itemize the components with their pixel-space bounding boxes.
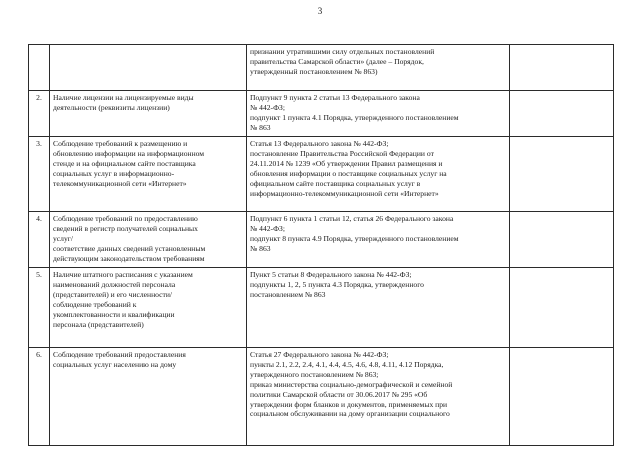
requirement-line: телекоммуникационной сети «Интернет» bbox=[53, 178, 187, 188]
legal-basis-cell bbox=[247, 91, 510, 137]
requirement-line: деятельности (реквизиты лицензии) bbox=[53, 102, 170, 112]
requirement-line: Соблюдение требований по предоставлению bbox=[53, 214, 198, 223]
empty-cell bbox=[510, 268, 614, 348]
legal-basis-cell bbox=[247, 212, 510, 268]
requirement-line: укомплектованности и квалификации bbox=[53, 309, 175, 319]
requirement-line: социальных услуг населению на дому bbox=[53, 359, 177, 369]
row-number: 3. bbox=[29, 137, 50, 212]
legal-basis-line: утвержденного постановлением № 863; bbox=[250, 369, 379, 379]
requirement-line: (представителей) и его численности/ bbox=[53, 289, 173, 299]
legal-basis-line: подпункт 1 пункта 4.1 Порядка, утвержденного постановлением bbox=[250, 112, 459, 122]
requirement-cell bbox=[50, 268, 247, 348]
legal-basis-line: 24.11.2014 № 1239 «Об утверждении Правил размещения и bbox=[250, 158, 443, 168]
legal-basis-line: политики Самарской области от 30.06.2017 № 295 «Об bbox=[250, 389, 428, 399]
legal-basis-line: Статья 27 Федерального закона № 442-ФЗ; bbox=[250, 350, 389, 359]
legal-basis-line: постановление Правительства Российской Федерации от bbox=[250, 148, 434, 158]
legal-basis-line: № 442-ФЗ; bbox=[250, 102, 285, 112]
legal-basis-line: информационно-телекоммуникационной сети «Интернет» bbox=[250, 188, 439, 198]
empty-cell bbox=[510, 348, 614, 446]
empty-cell bbox=[510, 137, 614, 212]
requirement-cell bbox=[50, 348, 247, 446]
table-row bbox=[29, 348, 614, 446]
requirement-line: персонала (представителей) bbox=[53, 319, 144, 329]
legal-basis-cell bbox=[247, 268, 510, 348]
table-body bbox=[29, 45, 614, 446]
page-number: 3 bbox=[317, 6, 323, 16]
requirement-line: Соблюдение требований к размещению и bbox=[53, 139, 188, 148]
requirement-line: действующим законодательством требованиям bbox=[53, 253, 205, 263]
legal-basis-line: социальном обслуживании на дому организации социального bbox=[250, 409, 450, 419]
legal-basis-line: приказ министерства социально-демографической и семейной bbox=[250, 379, 453, 389]
legal-basis-line: утвержденный постановлением № 863) bbox=[250, 66, 378, 76]
row-number: 2. bbox=[29, 91, 50, 137]
row-number bbox=[29, 45, 50, 91]
table-row bbox=[29, 91, 614, 137]
requirement-line: социальных услуг в информационно- bbox=[53, 168, 175, 178]
requirement-cell bbox=[50, 212, 247, 268]
legal-basis-line: Подпункт 9 пункта 2 статьи 13 Федерального закона bbox=[250, 93, 420, 102]
row-number: 6. bbox=[29, 348, 50, 446]
legal-basis-line: подпункты 1, 2, 5 пункта 4.3 Порядка, утвержденного bbox=[250, 279, 424, 289]
table-row bbox=[29, 268, 614, 348]
legal-basis-cell bbox=[247, 45, 510, 91]
legal-basis-line: Статья 13 Федерального закона № 442-ФЗ; bbox=[250, 139, 389, 148]
requirement-cell bbox=[50, 137, 247, 212]
legal-basis-cell bbox=[247, 137, 510, 212]
legal-basis-line: № 863 bbox=[250, 243, 271, 253]
legal-basis-line: обновления информации о поставщике социальных услуг на bbox=[250, 168, 447, 178]
legal-basis-line: признании утратившими силу отдельных постановлений bbox=[250, 47, 435, 56]
legal-basis-line: правительства Самарской области» (далее – Порядок, bbox=[250, 56, 424, 66]
legal-basis-line: официальном сайте поставщика социальных услуг в bbox=[250, 178, 421, 188]
legal-basis-line: № 442-ФЗ; bbox=[250, 223, 285, 233]
legal-basis-line: утверждении форм бланков и документов, применяемых при bbox=[250, 399, 448, 409]
requirement-cell bbox=[50, 45, 247, 91]
requirement-line: соблюдение требований к bbox=[53, 299, 137, 309]
table-row bbox=[29, 212, 614, 268]
row-number: 5. bbox=[29, 268, 50, 348]
table-row bbox=[29, 45, 614, 91]
requirement-line: наименований должностей персонала bbox=[53, 279, 176, 289]
table-row bbox=[29, 137, 614, 212]
requirement-line: соответствие данных сведений установленным bbox=[53, 243, 206, 253]
empty-cell bbox=[510, 45, 614, 91]
legal-basis-line: Подпункт 6 пункта 1 статьи 12, статья 26 Федерального закона bbox=[250, 214, 454, 223]
requirement-line: Соблюдение требований предоставления bbox=[53, 350, 186, 359]
empty-cell bbox=[510, 91, 614, 137]
legal-basis-line: подпункт 8 пункта 4.9 Порядка, утвержденного постановлением bbox=[250, 233, 459, 243]
legal-basis-line: № 863 bbox=[250, 122, 271, 132]
legal-basis-line: постановлением № 863 bbox=[250, 289, 326, 299]
legal-basis-line: пункты 2.1, 2.2, 2.4, 4.1, 4.4, 4.5, 4.6, 4.8, 4.11, 4.12 Порядка, bbox=[250, 359, 444, 369]
row-number: 4. bbox=[29, 212, 50, 268]
empty-cell bbox=[510, 212, 614, 268]
legal-basis-cell bbox=[247, 348, 510, 446]
requirement-line: стенде и на официальном сайте поставщика bbox=[53, 158, 196, 168]
requirements-table bbox=[28, 44, 614, 446]
legal-basis-line: Пункт 5 статьи 8 Федерального закона № 442-ФЗ; bbox=[250, 270, 412, 279]
requirement-cell bbox=[50, 91, 247, 137]
requirement-line: услуг/ bbox=[53, 233, 73, 243]
requirement-line: сведений в регистр получателей социальных bbox=[53, 223, 198, 233]
requirement-line: обновлению информации на информационном bbox=[53, 148, 205, 158]
requirement-line: Наличие штатного расписания с указанием bbox=[53, 270, 193, 279]
requirement-line: Наличие лицензии на лицензируемые виды bbox=[53, 93, 194, 102]
